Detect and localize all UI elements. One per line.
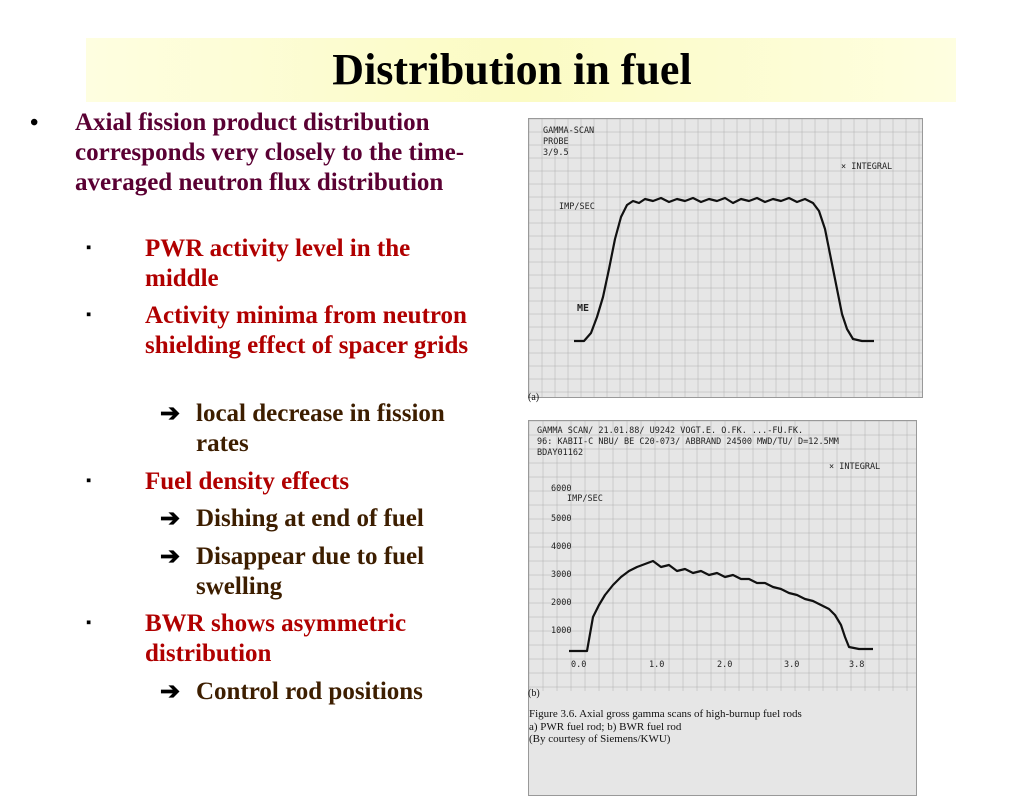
slide-title: Distribution in fuel (332, 45, 692, 94)
bwr-legend: × INTEGRAL (829, 462, 881, 472)
bullet-text: PWR activity level in the middle (145, 235, 411, 292)
bwr-scan-plot (529, 421, 916, 691)
bwr-x-tick: 1.0 (649, 660, 665, 670)
caption-line: (By courtesy of Siemens/KWU) (529, 733, 671, 745)
bullet-marker: • (30, 110, 39, 136)
bwr-y-tick: 3000 (551, 570, 572, 580)
pwr-legend: × INTEGRAL (841, 162, 893, 172)
bullet-marker: ▪ (86, 240, 92, 256)
pwr-annotation: ME (577, 303, 590, 314)
bullet-text: Activity minima from neutron shielding effect of spacer grids (145, 302, 469, 359)
bullet-marker: ▪ (86, 473, 92, 489)
bullet-text: Control rod positions (196, 678, 423, 705)
panel-b-label: (b) (528, 688, 540, 699)
bwr-scan-curve (569, 561, 873, 651)
arrow-icon: ➔ (160, 679, 181, 705)
pwr-scan-plot (529, 119, 922, 397)
caption-line: a) PWR fuel rod; b) BWR fuel rod (529, 720, 682, 733)
bullet-text: BWR shows asymmetric distribution (145, 610, 407, 667)
bwr-header-line: BDAY01162 (537, 448, 584, 458)
arrow-icon: ➔ (160, 401, 181, 427)
bullet-text: local decrease in fission rates (196, 400, 445, 457)
bullet-text: Dishing at end of fuel (196, 505, 424, 532)
bwr-header-line: 96: KABII-C NBU/ BE C20-073/ ABBRAND 24500 MWD/TU/ D=12.5MM (537, 437, 839, 447)
bullet-text: Fuel density effects (145, 468, 350, 495)
bwr-y-tick: 4000 (551, 542, 572, 552)
bullet-marker: ▪ (86, 307, 92, 323)
figure-caption (529, 708, 949, 746)
bullet-marker: ▪ (86, 615, 92, 631)
arrow-icon: ➔ (160, 506, 181, 532)
panel-a-label: (a) (528, 392, 540, 403)
bwr-y-tick: 6000 (551, 484, 572, 494)
pwr-y-unit: IMP/SEC (559, 202, 595, 212)
arrow-icon: ➔ (160, 544, 181, 570)
bwr-x-tick: 2.0 (717, 660, 733, 670)
pwr-header-line: 3/9.5 (543, 148, 569, 158)
bwr-x-tick: 3.8 (849, 660, 865, 670)
bwr-y-unit: IMP/SEC (567, 494, 603, 504)
bwr-x-tick: 3.0 (784, 660, 800, 670)
bullet-text: Disappear due to fuel swelling (196, 543, 425, 600)
caption-line: Figure 3.6. Axial gross gamma scans of high-burnup fuel rods (529, 708, 802, 720)
pwr-header-line: PROBE (543, 137, 569, 147)
pwr-header-line: GAMMA-SCAN (543, 126, 595, 136)
gamma-scan-figure (520, 108, 950, 758)
bwr-y-tick: 1000 (551, 626, 572, 636)
bwr-header-line: GAMMA SCAN/ 21.01.88/ U9242 VOGT.E. O.FK. ...-FU.FK. (537, 426, 804, 436)
bwr-x-tick: 0.0 (571, 660, 587, 670)
pwr-scan-image (528, 118, 923, 398)
bwr-y-tick: 2000 (551, 598, 572, 608)
bwr-y-tick: 5000 (551, 514, 572, 524)
bullet-text: Axial fission product distribution corresponds very closely to the time-averaged neutron flux distribution (75, 109, 465, 196)
